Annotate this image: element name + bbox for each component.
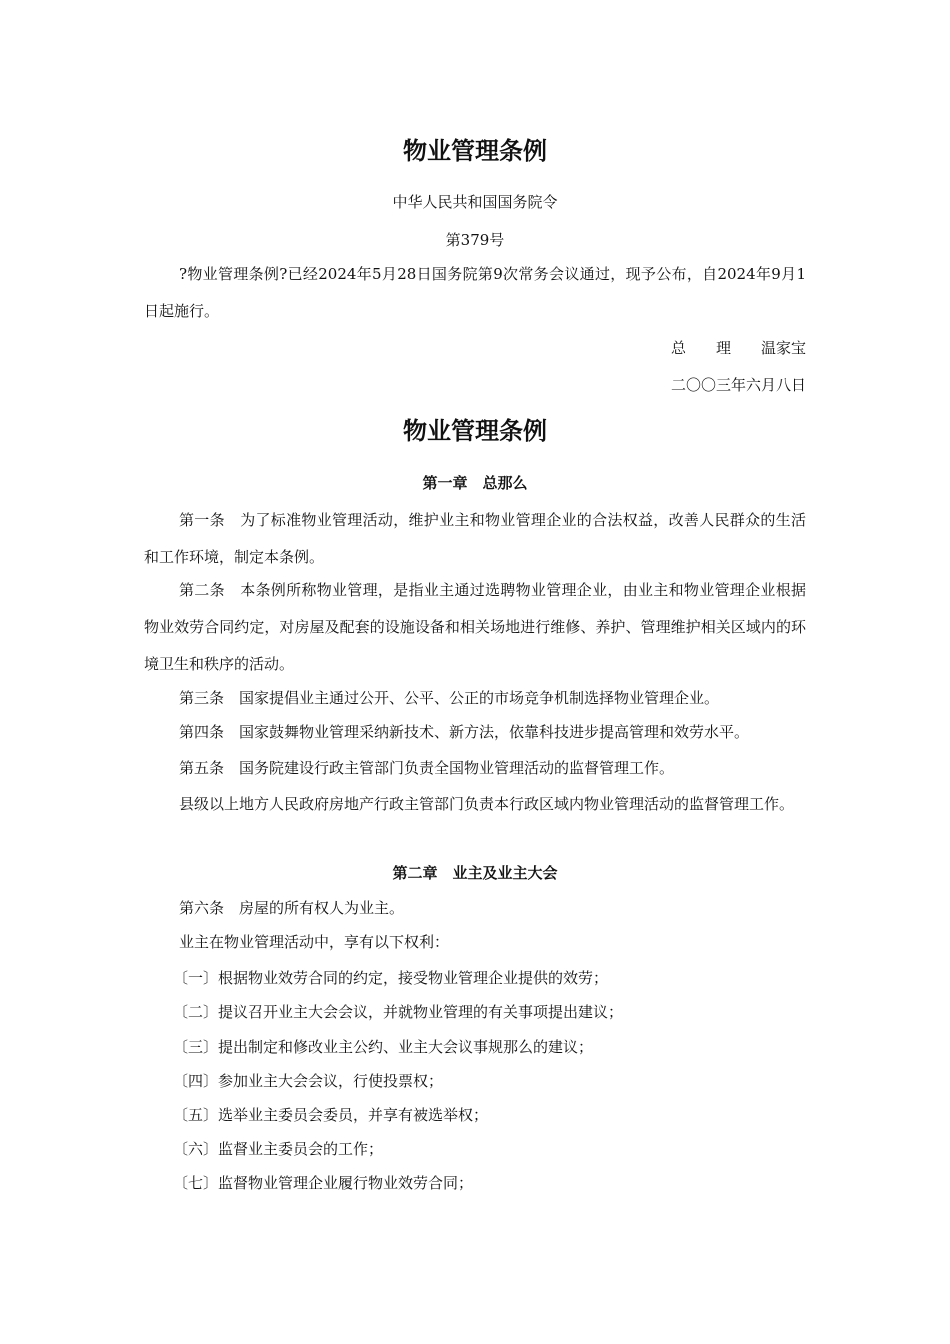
document-page: [144, 0, 806, 1344]
list-item: 〔三〕提出制定和修改业主公约、业主大会议事规那么的建议；: [173, 1038, 594, 1056]
issuer-line: 中华人民共和国国务院令: [392, 193, 558, 211]
chapter-heading: 第一章 总那么: [422, 474, 528, 492]
article-paragraph: 第六条 房屋的所有权人为业主。: [179, 899, 405, 917]
article-paragraph: 第五条 国务院建设行政主管部门负责全国物业管理活动的监督管理工作。: [179, 759, 675, 777]
article-paragraph: 第三条 国家提倡业主通过公开、公平、公正的市场竞争机制选择物业管理企业。: [179, 689, 720, 707]
article-paragraph: 第四条 国家鼓舞物业管理采纳新技术、新方法，依靠科技进步提高管理和效劳水平。: [179, 723, 750, 741]
list-item: 〔一〕根据物业效劳合同的约定，接受物业管理企业提供的效劳；: [173, 969, 609, 987]
list-item: 〔五〕选举业主委员会委员，并享有被选举权；: [173, 1106, 489, 1124]
article-paragraph: 第二条 本条例所称物业管理，是指业主通过选聘物业管理企业，由业主和物业管理企业根据物业效劳合同约定，对房屋及配套的设施设备和相关场地进行维修、养护、管理维护相关区域内的环境卫生和秩序的活动。: [144, 581, 806, 673]
list-item: 〔七〕监督物业管理企业履行物业效劳合同；: [173, 1174, 474, 1192]
regulation-title: 物业管理条例: [403, 416, 547, 445]
chapter-heading: 第二章 业主及业主大会: [392, 864, 558, 882]
decree-date: 二〇〇三年六月八日: [670, 376, 806, 394]
list-item: 〔二〕提议召开业主大会会议，并就物业管理的有关事项提出建议；: [173, 1003, 624, 1021]
list-item: 〔六〕监督业主委员会的工作；: [173, 1140, 384, 1158]
decree-paragraph: ?物业管理条例?已经2024年5月28日国务院第9次常务会议通过，现予公布，自2024年9月1日起施行。: [144, 265, 806, 320]
document-title: 物业管理条例: [403, 136, 547, 165]
rights-intro: 业主在物业管理活动中，享有以下权利：: [179, 933, 450, 951]
article-paragraph: 第一条 为了标准物业管理活动，维护业主和物业管理企业的合法权益，改善人民群众的生活和工作环境，制定本条例。: [144, 511, 806, 566]
signature-line: 总 理 温家宝: [670, 339, 806, 357]
article-paragraph: 县级以上地方人民政府房地产行政主管部门负责本行政区域内物业管理活动的监督管理工作。: [179, 795, 795, 813]
list-item: 〔四〕参加业主大会会议，行使投票权；: [173, 1072, 444, 1090]
order-number: 第379号: [445, 231, 505, 249]
